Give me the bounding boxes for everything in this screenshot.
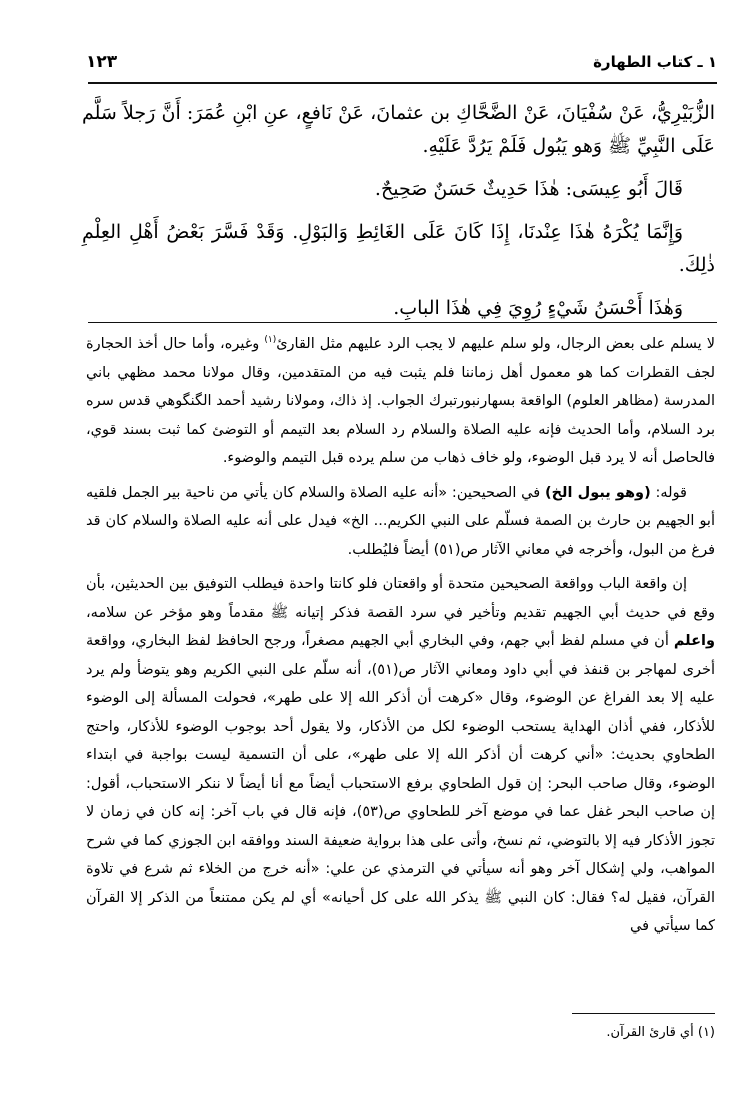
commentary-paragraph [86, 570, 715, 941]
commentary-text [86, 330, 715, 947]
page-header [86, 50, 717, 74]
footnote-text: أي قارئ القرآن. [606, 1025, 698, 1040]
hadith-text [82, 97, 715, 335]
commentary-text-run: قوله: [650, 484, 687, 501]
hadith-paragraph: وَإِنَّمَا يُكْرَهُ هٰذَا عِنْدنَا، إِذَا كَانَ عَلَى الغَائِطِ وَالبَوْلِ. وَقَدْ فَسَّرَ بَعْضُ أَهْلِ العِلْمِ ذٰلِكَ. [82, 221, 715, 276]
page-number: ١٢٣ [86, 52, 118, 72]
footnote-marker: (١) [697, 1025, 715, 1040]
commentary-text-run: إن واقعة الباب وواقعة الصحيحين متحدة أو واقعتان فلو كانتا واحدة فيطلب التوفيق بين الحديثين، بأن وقع في حديث أبي الجهيم تقديم وتأخير في سرد القصة فذكر إتيانه ﷺ مقدماً وهو مؤخر عن سلامه، [86, 576, 715, 621]
commentary-text-run: في الصحيحين: «أنه عليه الصلاة والسلام كان يأتي من ناحية بير الجمل فلقيه أبو الجهيم بن حارث بن الصمة فسلّم على النبي الكريم... الخ» فيدل على أنه عليه الصلاة والسلام كان قد فرغ من البول، وأخرجه في معاني الآثار ص(٥١) أيضاً فليُطلب. [86, 484, 715, 558]
footnote [86, 1023, 715, 1043]
commentary-text-run: وغيره، وأما حال أخذ الحجارة لجف القطرات كما هو معمول أهل زماننا فلم يثبت فيه من المتقدمين، وقال مولانا محمد مظهي باني المدرسة (مظاهر العلوم) الواقعة بسهارنبورتبرك الجواب. إذ ذاك، ومولانا رشيد أحمد الگنگوهي قدس سره برد السلام، وأما الحديث فإنه عليه الصلاة والسلام رد السلام بعد التيمم أو التوضئ كما ثبت بسند قوي، فالحاصل أنه لا يرد قبل الوضوء، ولو خاف ذهاب من سلم يرده قبل التيمم والوضوء. [86, 336, 715, 466]
emphasis-word: واعلم [673, 633, 715, 649]
chapter-title: ١ ـ كتاب الطهارة [593, 53, 717, 71]
commentary-paragraph [86, 330, 715, 473]
footnote-reference[interactable]: (١) [264, 335, 277, 346]
quoted-phrase: (وهو يبول الخ) [544, 484, 651, 501]
header-divider [88, 82, 717, 84]
hadith-paragraph: قَالَ أَبُو عِيسَى: هٰذَا حَدِيثٌ حَسَنٌ صَحِيحٌ. [374, 178, 683, 200]
commentary-paragraph [86, 479, 715, 565]
hadith-paragraph: وَهٰذَا أَحْسَنُ شَيْءٍ رُوِيَ فِي هٰذَا البابِ. [393, 297, 683, 319]
commentary-divider [88, 322, 717, 323]
commentary-text-run: لا يسلم على بعض الرجال، ولو سلم عليهم لا يجب الرد عليهم مثل القارئ [276, 336, 715, 352]
hadith-paragraph: الزُّبَيْرِيُّ، عَنْ سُفْيَانَ، عَنْ الضَّحَّاكِ بن عثمانَ، عَنْ نَافعٍ، عنِ ابْنِ عُمَرَ: أَنَّ رَجلاً سَلَّم عَلَى النَّبِيِّ ﷺ وَهو يَبُول فَلَمْ يَرُدَّ عَلَيْهِ. [82, 102, 715, 157]
footnote-divider [572, 1013, 715, 1014]
commentary-text-run: أن في مسلم لفظ أبي جهم، وفي البخاري أبي الجهيم مصغراً، ورجح الحافظ لفظ البخاري، وواقعة أخرى لمهاجر بن قنفذ في أبي داود ومعاني الآثار ص(٥١)، أنه سلّم على النبي الكريم وهو يتوضأ ولم يرد عليه إلا بعد الفراغ عن الوضوء، وقال «كرهت أن أذكر الله إلا على طهر»، فحولت المسألة إلى الوضوء للأذكار، ففي أذان الهداية يستحب الوضوء لكل من الأذكار، ولا يقول أحد بوجوب الوضوء للأذكار، واحتج الطحاوي بحديث: «أني كرهت أن أذكر الله إلا على طهر»، على أن التسمية ليست بواجبة في ابتداء الوضوء، وقال صاحب البحر: إن قول الطحاوي برفع الاستحباب أيضاً مع أنا أيضاً لا ننكر الاستحباب، أقول: إن صاحب البحر غفل عما في موضع آخر للطحاوي ص(٥٣)، فإنه قال في باب آخر: إنه كان في زمان لا تجوز الأذكار فيه إلا بالتوضي، ثم نسخ، وأتى على هذا برواية ضعيفة السند ووافقه ابن الجوزي كما في شرح المواهب، ولي إشكال آخر وهو أنه سيأتي في الترمذي عن علي: «أنه خرج من الخلاء ثم شرع في تلاوة القرآن، فقيل له؟ فقال: كان النبي ﷺ يذكر الله على كل أحيانه» أي لم يكن ممتنعاً من الذكر إلا القرآن كما سيأتي في [86, 633, 715, 934]
